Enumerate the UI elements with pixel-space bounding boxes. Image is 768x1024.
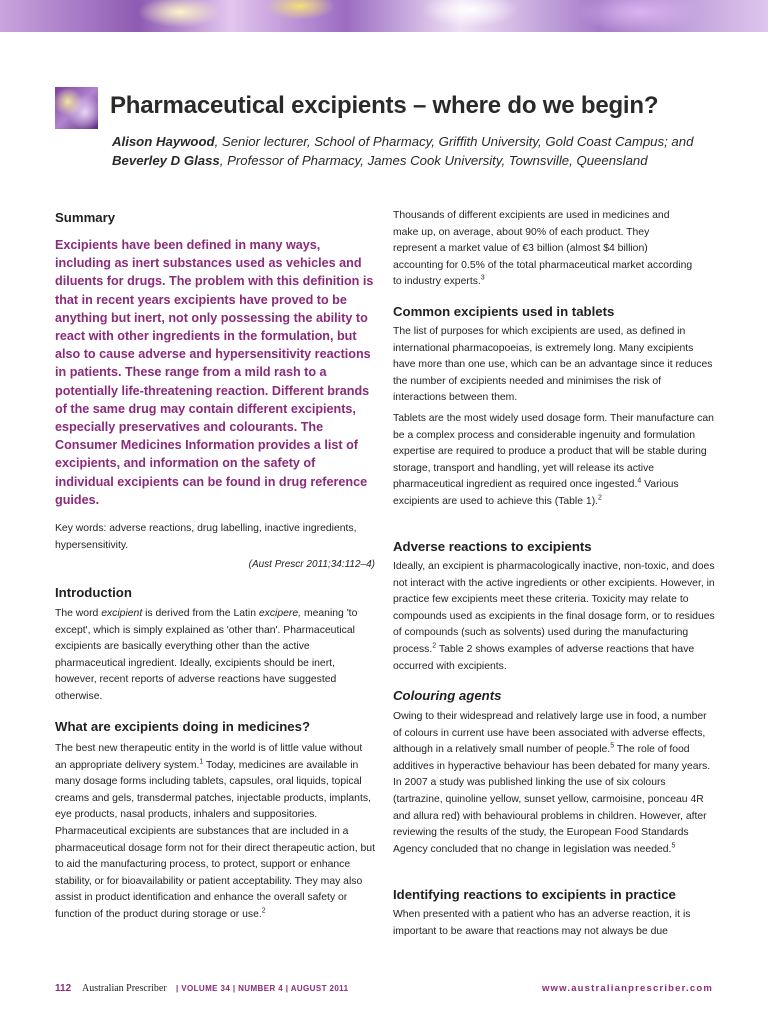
introduction-heading: Introduction xyxy=(55,585,132,600)
title-thumbnail-image xyxy=(55,87,98,129)
summary-text: Excipients have been defined in many ways, including as inert substances used as vehicles and diluents for drugs. The problem with this definition is that in recent years excipients have proved to be anything but inert, not only possessing the ability to react with other ingredients in the formulation, but also to cause adverse and hypersensitivity reactions in patients. These range from a mild rash to a potentially life-threatening reaction. Different brands of the same drug may contain different excipients, especially preservatives and colourants. The Consumer Medicines Information provides a list of excipients, and information on the safety of individual excipients can be found in drug reference guides. xyxy=(55,238,374,507)
issue-info: | VOLUME 34 | NUMBER 4 | AUGUST 2011 xyxy=(176,984,349,993)
header-banner-image xyxy=(0,0,768,32)
author-2-role: , Professor of Pharmacy, James Cook University, Townsville, Queensland xyxy=(219,152,648,168)
page-footer xyxy=(0,983,768,997)
what-are-excipients-paragraph: The best new therapeutic entity in the world is of little value without an appropriate delivery system.$^1$ Today, medicines are available in many dosage forms including tablets, capsules, oral liquids, topical creams and gels, transdermal patches, injectable products, implants, eye products, nasal products, inhalers and suppositories. Pharmaceutical excipients are substances that are included in a pharmaceutical dosage form not for their direct therapeutic action, but to aid the manufacturing process, to protect, support or enhance stability, or for bioavailability or patient acceptability. They may also assist in product identification and enhance the overall safety or function of the product during storage or use.$^2$ xyxy=(55,743,375,920)
author-byline xyxy=(112,133,712,170)
issue-number: NUMBER 4 xyxy=(238,984,284,993)
what-are-excipients-heading: What are excipients doing in medicines? xyxy=(55,719,311,734)
issue-date: AUGUST 2011 xyxy=(290,984,349,993)
author-1-role: , Senior lecturer, School of Pharmacy, Griffith University, Gold Coast Campus; and xyxy=(214,134,694,149)
introduction-paragraph: The word excipient is derived from the Latin excipere, meaning 'to except', which is simply explained as 'other than'. Pharmaceutical excipients are basically everything other than the active pharmaceutical ingredient. Ideally, excipients should be inert, however, recent reports of adverse reactions have suggested otherwise. xyxy=(55,608,358,702)
common-excipients-paragraph-2: Tablets are the most widely used dosage form. Their manufacture can be a complex process and considerable ingenuity and formulation expertise are required to produce a product that will be stable during storage, transport and handling, yet will release its active pharmaceutical ingredient as required once ingested.$^4$ Various excipients are used to achieve this (Table 1).$^2$ xyxy=(393,413,714,507)
citation: (Aust Prescr 2011;34:112–4) xyxy=(248,559,375,570)
summary-heading: Summary xyxy=(55,210,116,225)
volume: VOLUME 34 xyxy=(181,984,231,993)
keywords: Key words: adverse reactions, drug labelling, inactive ingredients, hypersensitivity. xyxy=(55,523,357,551)
adverse-reactions-paragraph: Ideally, an excipient is pharmacologically inactive, non-toxic, and does not interact with the active ingredients or other excipients. However, in practice few excipients meet these criteria. Toxicity may relate to compounds used as excipients in the final dosage form, or to residues of compounds (such as solvents) used during the manufacturing process.$^2$ Table 2 shows examples of adverse reactions that have occurred with excipients. xyxy=(393,561,715,672)
publication-name: Australian Prescriber xyxy=(82,983,167,994)
right-intro-paragraph: Thousands of different excipients are used in medicines and make up, on average, about 90% of each product. They represent a market value of €3 billion (almost $4 billion) accounting for 0.5% of the total pharmaceutical market according to industry experts.$^3$ xyxy=(393,210,693,288)
colouring-agents-paragraph: Owing to their widespread and relatively large use in food, a number of colours in current use have been associated with adverse effects, although in a relatively small number of people.$^5$ The role of food additives in hyperactive behaviour has been debated for many years. In 2007 a study was published linking the use of six colours (tartrazine, quinoline yellow, sunset yellow, carmoisine, ponceau 4R and allura red) with behavioural problems in children. However, after reviewing the results of the study, the European Food Standards Agency concluded that no change in legislation was needed.$^5$ xyxy=(393,711,711,855)
article-title: Pharmaceutical excipients – where do we begin? xyxy=(110,92,659,119)
identifying-reactions-paragraph: When presented with a patient who has an adverse reaction, it is important to be aware that reactions may not always be due xyxy=(393,909,691,937)
common-excipients-heading: Common excipients used in tablets xyxy=(393,304,615,319)
website-link[interactable]: www.australianprescriber.com xyxy=(541,983,713,994)
page-number: 112 xyxy=(55,983,72,994)
common-excipients-paragraph-1: The list of purposes for which excipients are used, as defined in international pharmacopoeias, is extremely long. Many excipients have more than one use, which can be an advantage since it reduces the number of excipients needed and minimises the risk of interactions between them. xyxy=(393,326,713,404)
adverse-reactions-heading: Adverse reactions to excipients xyxy=(393,539,592,554)
author-1-name: Alison Haywood xyxy=(112,134,215,149)
identifying-reactions-heading: Identifying reactions to excipients in practice xyxy=(393,887,676,902)
colouring-agents-heading: Colouring agents xyxy=(393,688,502,703)
author-2-name: Beverley D Glass xyxy=(112,152,220,168)
